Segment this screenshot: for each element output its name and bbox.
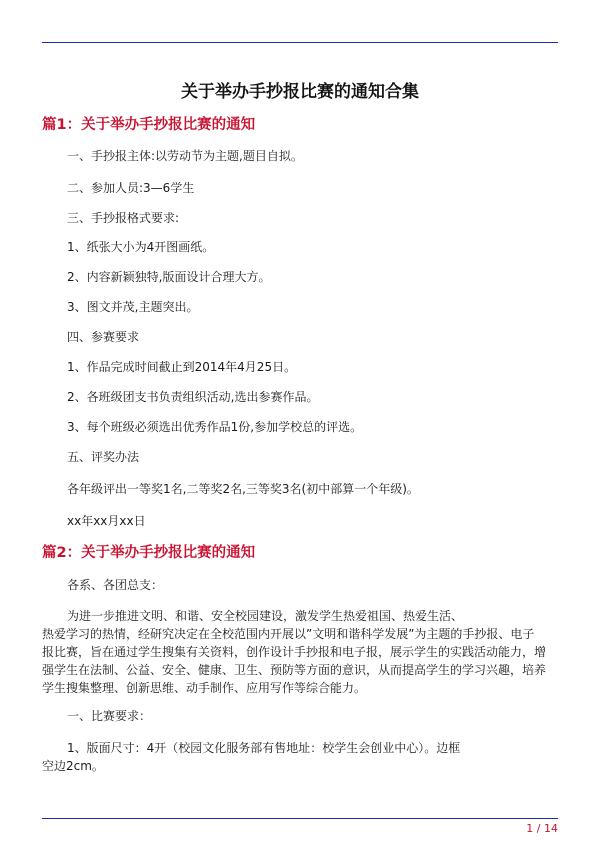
section-2-heading: 篇2：关于举办手抄报比赛的通知 [42, 545, 256, 561]
s1-line: 3、图文并茂,主题突出。 [67, 300, 199, 314]
s2-body-line: 学生搜集整理、创新思维、动手制作、应用写作等综合能力。 [42, 681, 367, 695]
s1-line: 各年级评出一等奖1名,二等奖2名,三等奖3名(初中部算一个年级)。 [67, 482, 419, 496]
s1-date: xx年xx月xx日 [67, 514, 146, 528]
s2-requirements-heading: 一、比赛要求： [67, 709, 152, 723]
s1-line: 3、每个班级必须选出优秀作品1份,参加学校总的评选。 [67, 420, 363, 434]
header-rule [42, 42, 558, 43]
section-1-heading: 篇1：关于举办手抄报比赛的通知 [42, 117, 256, 133]
s2-requirement-line: 1、版面尺寸：4开（校园文化服务部有售地址：校学生会创业中心）。边框 [67, 741, 461, 755]
s2-greeting: 各系、各团总支： [67, 578, 164, 592]
s1-line: 2、各班级团支书负责组织活动,选出参赛作品。 [67, 390, 319, 404]
s1-line: 三、手抄报格式要求: [67, 211, 180, 225]
s2-requirement-line: 空边2cm。 [42, 759, 104, 773]
page-number: 1 / 14 [526, 822, 558, 835]
s1-line: 2、内容新颖独特,版面设计合理大方。 [67, 270, 271, 284]
s1-line: 五、评奖办法 [67, 450, 140, 464]
document-title: 关于举办手抄报比赛的通知合集 [181, 82, 419, 102]
s2-body-line: 强学生在法制、公益、安全、健康、卫生、预防等方面的意识，从而提高学生的学习兴趣，培养 [42, 663, 547, 677]
s1-line: 1、作品完成时间截止到2014年4月25日。 [67, 360, 297, 374]
s1-line: 二、参加人员:3—6学生 [67, 181, 195, 195]
s2-body-line: 为进一步推进文明、和谐、安全校园建设，激发学生热爱祖国、热爱生活、 [67, 609, 464, 623]
s2-body-line: 热爱学习的热情，经研究决定在全校范围内开展以”文明和谐科学发展”为主题的手抄报、电子 [42, 627, 535, 641]
footer-rule [42, 818, 558, 819]
s1-line: 1、纸张大小为4开图画纸。 [67, 240, 215, 254]
s2-body-line: 报比赛，旨在通过学生搜集有关资料，创作设计手抄报和电子报，展示学生的实践活动能力，增 [42, 645, 547, 659]
s1-line: 四、参赛要求 [67, 330, 140, 344]
s1-line: 一、手抄报主体:以劳动节为主题,题目自拟。 [67, 149, 303, 163]
